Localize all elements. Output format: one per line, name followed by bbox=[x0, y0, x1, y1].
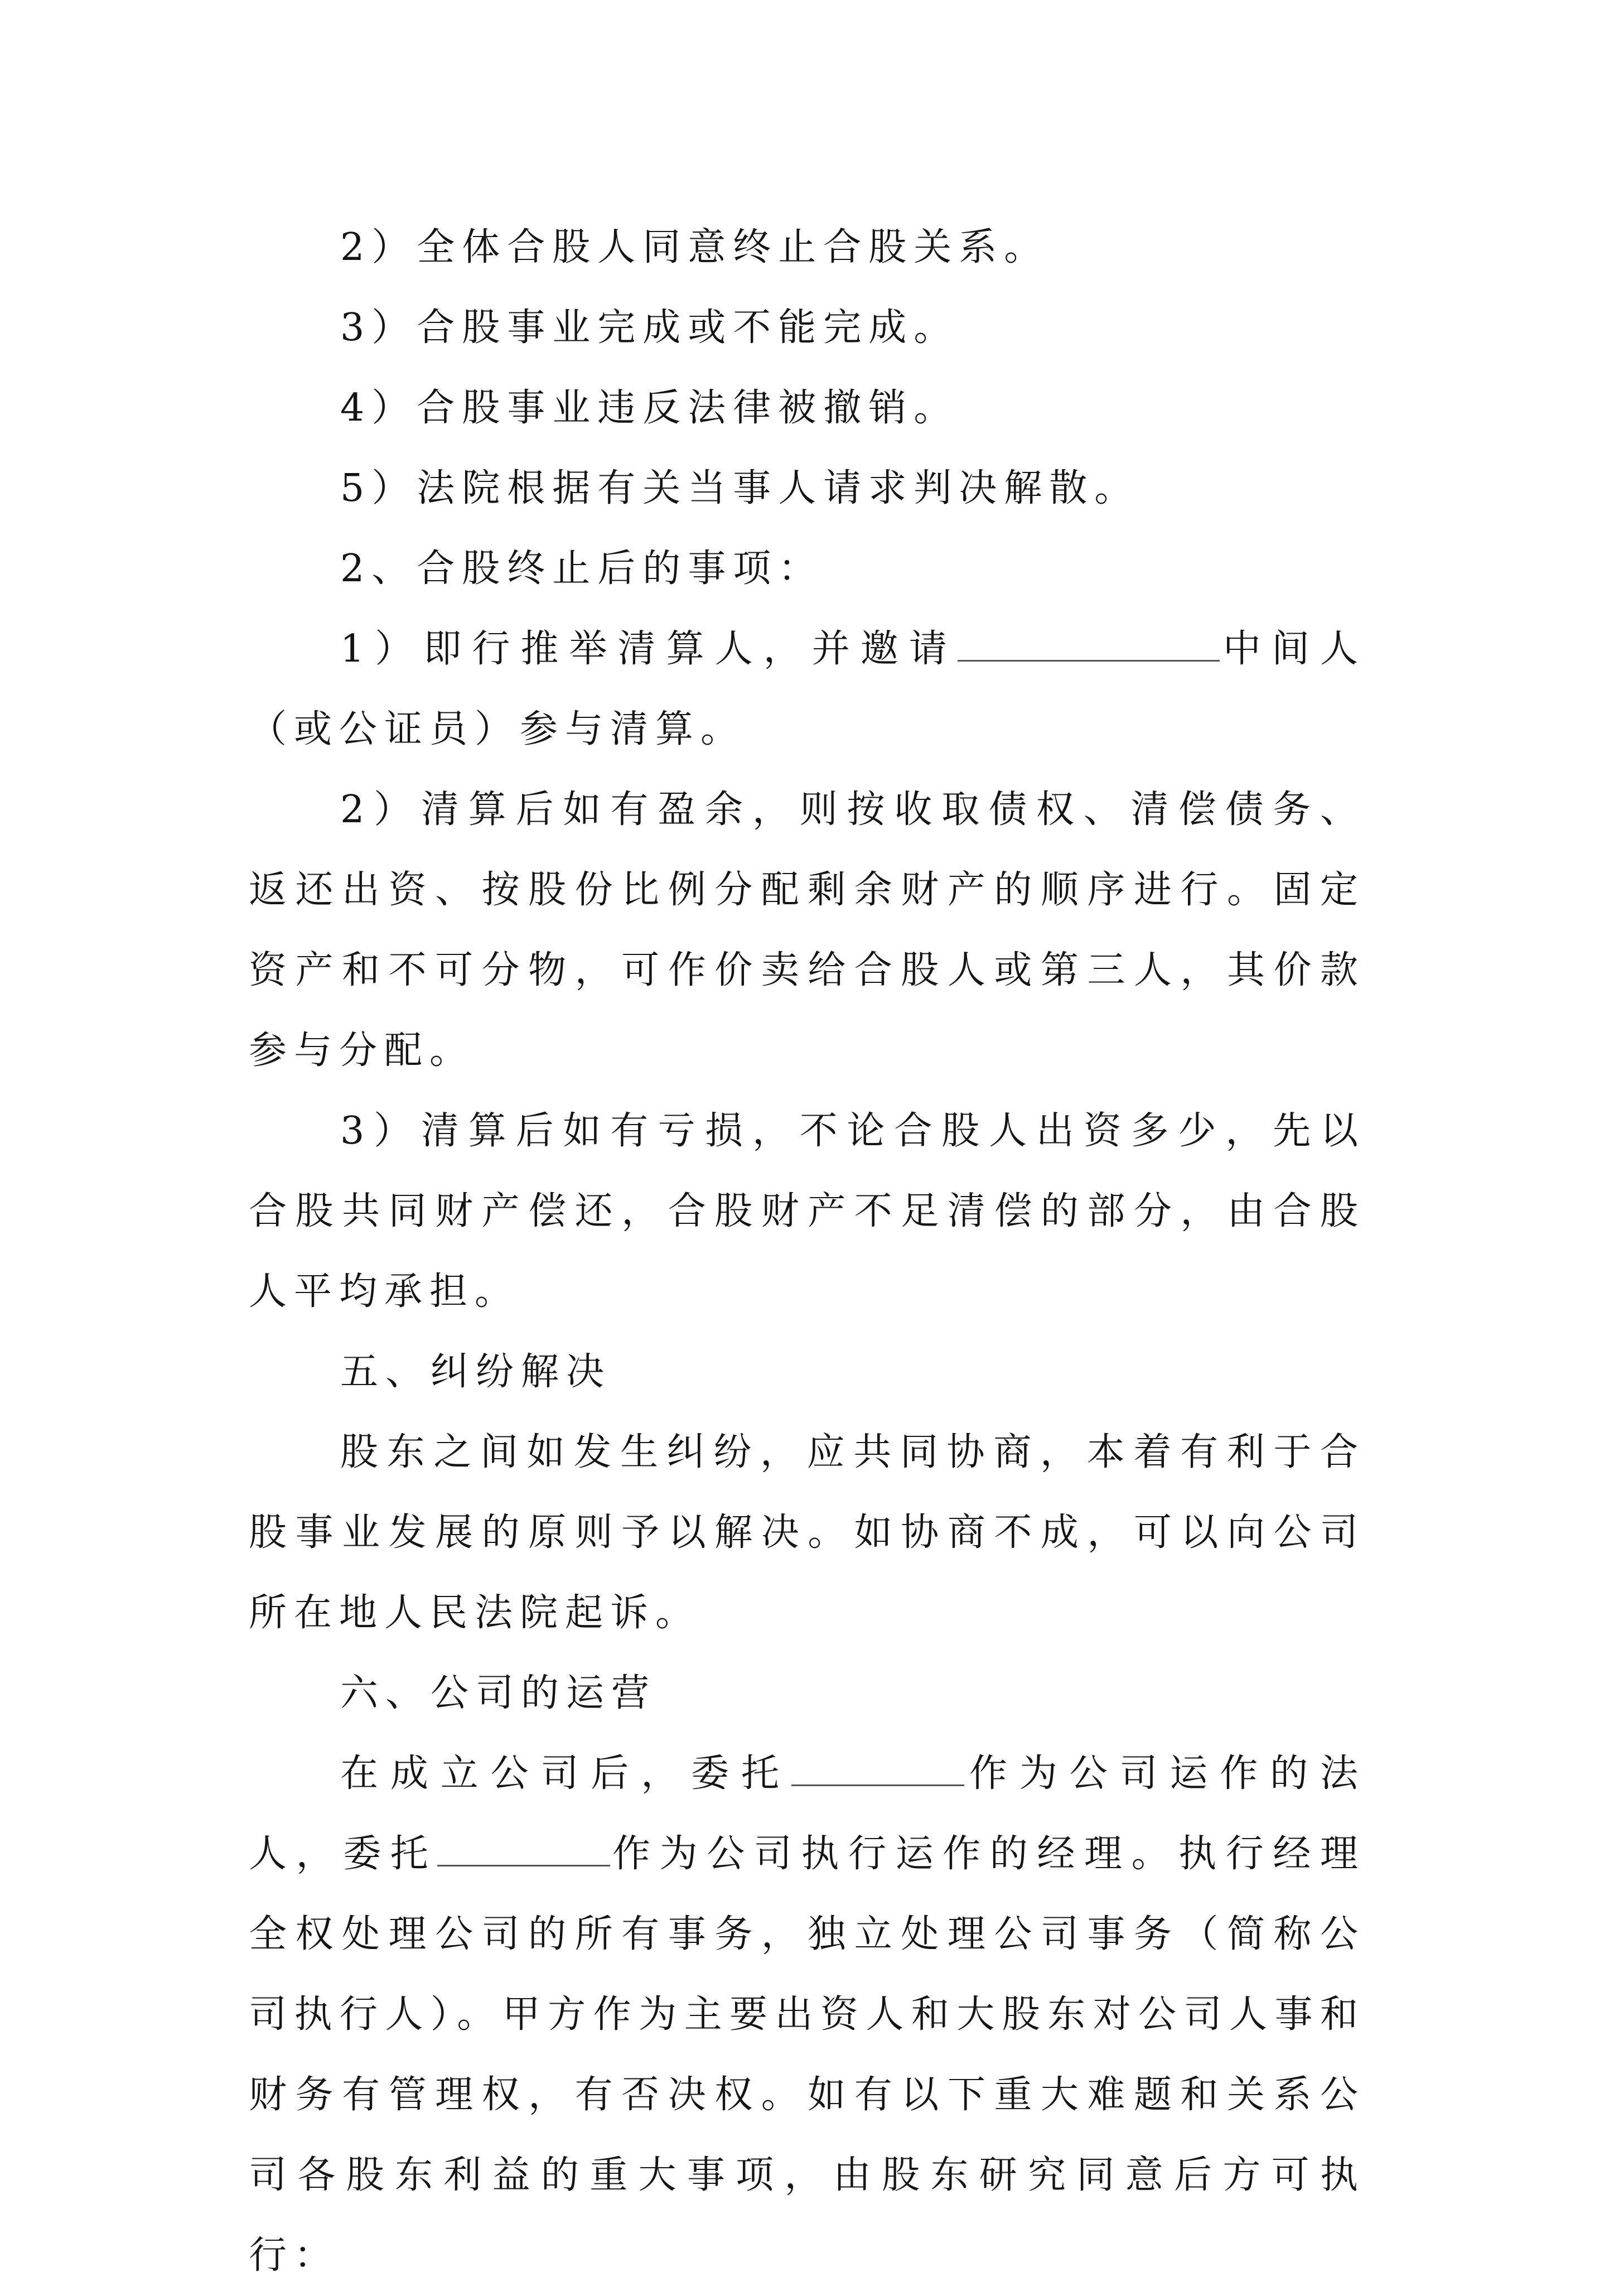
section-heading: 五、纠纷解决 bbox=[340, 1350, 612, 1394]
paragraph: 2）全体合股人同意终止合股关系。 bbox=[340, 225, 1050, 269]
section-heading: 六、公司的运营 bbox=[340, 1671, 657, 1715]
paragraph: 2、合股终止后的事项： bbox=[340, 547, 824, 591]
paragraph: 1）即行推举清算人，并邀请 中间人（或公证员）参与清算。 bbox=[249, 627, 1365, 751]
paragraph: 3）合股事业完成或不能完成。 bbox=[340, 306, 959, 350]
fill-in-blank[interactable] bbox=[437, 1831, 610, 1866]
document-body bbox=[249, 208, 1365, 2296]
paragraph: 在成立公司后，委托 作为公司运作的法人，委托 作为公司执行运作的经理。执行经理全权处理公司的所有事务，独立处理公司事务（简称公司执行人）。甲方作为主要出资人和大股东对公司人事和财务有管理权，有否决权。如有以下重大难题和关系公司各股东利益的重大事项，由股东研究同意后方可执行： bbox=[249, 1752, 1365, 2278]
paragraph: 股东之间如发生纠纷，应共同协商，本着有利于合股事业发展的原则予以解决。如协商不成，可以向公司所在地人民法院起诉。 bbox=[249, 1430, 1365, 1635]
paragraph: 4）合股事业违反法律被撤销。 bbox=[340, 386, 959, 430]
fill-in-blank[interactable] bbox=[791, 1751, 964, 1786]
paragraph: 3）清算后如有亏损，不论合股人出资多少，先以合股共同财产偿还，合股财产不足清偿的部分，由合股人平均承担。 bbox=[249, 1109, 1365, 1314]
paragraph: 2）清算后如有盈余，则按收取债权、清偿债务、返还出资、按股份比例分配剩余财产的顺序进行。固定资产和不可分物，可作价卖给合股人或第三人，其价款参与分配。 bbox=[249, 788, 1365, 1073]
paragraph: 5）法院根据有关当事人请求判决解散。 bbox=[340, 466, 1140, 510]
fill-in-blank[interactable] bbox=[958, 626, 1220, 662]
